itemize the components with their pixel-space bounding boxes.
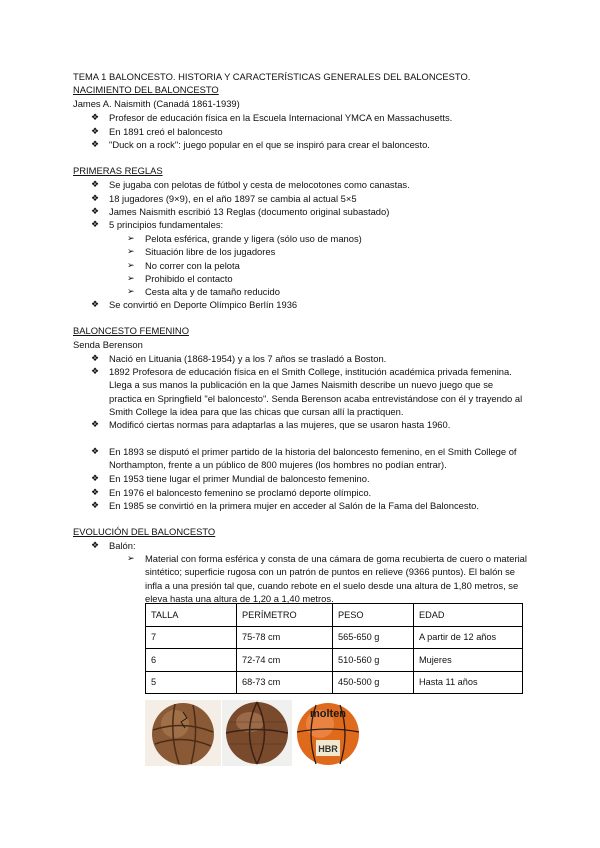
bullet-item: "Duck on a rock": juego popular en el que se inspiró para crear el baloncesto.	[109, 139, 430, 150]
diamond-bullet-icon: ❖	[91, 219, 100, 229]
table-cell: 75-78 cm	[237, 626, 333, 649]
bullet-item: Se jugaba con pelotas de fútbol y cesta de melocotones como canastas.	[109, 179, 410, 190]
bullet-item: 1892 Profesora de educación física en el Smith College, institución académica privada femenina. Llega a sus manos la publicación en la que James Naismith describe un nuevo juego que se practica en Springfield "el baloncesto". Senda Berenson acaba entrevistándose con él y trayendo al Smith College la idea para que las chicas que cursan allí la practiquen.	[109, 366, 523, 417]
section-heading-reglas: PRIMERAS REGLAS	[73, 165, 163, 176]
principle-item: Pelota esférica, grande y ligera (sólo uso de manos)	[145, 233, 362, 244]
bullet-item: Balón:	[109, 540, 136, 551]
diamond-bullet-icon: ❖	[91, 540, 100, 550]
document-title: TEMA 1 BALONCESTO. HISTORIA Y CARACTERÍSTICAS GENERALES DEL BALONCESTO.	[73, 71, 471, 82]
diamond-bullet-icon: ❖	[91, 193, 100, 203]
table-cell: 6	[146, 649, 237, 672]
diamond-bullet-icon: ❖	[91, 353, 100, 363]
brown-leather-ball-photo	[222, 700, 292, 766]
bullet-item: En 1891 creó el baloncesto	[109, 126, 223, 137]
diamond-bullet-icon: ❖	[91, 206, 100, 216]
table-header-cell: PESO	[333, 604, 414, 627]
table-cell: Hasta 11 años	[414, 671, 523, 694]
table-header-row	[146, 604, 523, 627]
diamond-bullet-icon: ❖	[91, 179, 100, 189]
bullet-item: Profesor de educación física en la Escuela Internacional YMCA en Massachusetts.	[109, 112, 453, 123]
table-cell: 5	[146, 671, 237, 694]
bullet-item: En 1985 se convirtió en la primera mujer en acceder al Salón de la Fama del Baloncesto.	[109, 500, 479, 511]
ball-brand-label: molten	[309, 708, 347, 720]
principle-item: Cesta alta y de tamaño reducido	[145, 286, 280, 297]
diamond-bullet-icon: ❖	[91, 139, 100, 149]
ball-size-table	[145, 603, 523, 694]
ball-model-label: HBR	[318, 744, 338, 754]
bullet-item: Se convirtió en Deporte Olímpico Berlín 1936	[109, 299, 298, 310]
bullet-item: En 1976 el baloncesto femenino se proclamó deporte olímpico.	[109, 487, 372, 498]
diamond-bullet-icon: ❖	[91, 446, 100, 456]
table-header-cell: PERÍMETRO	[237, 604, 333, 627]
bullet-item: Nació en Lituania (1868-1954) y a los 7 años se trasladó a Boston.	[109, 353, 387, 364]
person-berenson: Senda Berenson	[73, 339, 143, 350]
molten-modern-ball-photo	[294, 700, 362, 766]
bullet-item: En 1953 tiene lugar el primer Mundial de baloncesto femenino.	[109, 473, 370, 484]
arrow-bullet-icon: ➢	[127, 233, 135, 243]
bullet-item: Modificó ciertas normas para adaptarlas a las mujeres, que se usaron hasta 1960.	[109, 419, 451, 430]
diamond-bullet-icon: ❖	[91, 500, 100, 510]
diamond-bullet-icon: ❖	[91, 126, 100, 136]
table-row	[146, 671, 523, 694]
table-cell: 72-74 cm	[237, 649, 333, 672]
arrow-bullet-icon: ➢	[127, 286, 135, 296]
section-heading-evolucion: EVOLUCIÓN DEL BALONCESTO	[73, 526, 216, 537]
arrow-bullet-icon: ➢	[127, 273, 135, 283]
diamond-bullet-icon: ❖	[91, 112, 100, 122]
section-heading-femenino: BALONCESTO FEMENINO	[73, 325, 189, 336]
table-cell: 510-560 g	[333, 649, 414, 672]
person-naismith: James A. Naismith (Canadá 1861-1939)	[73, 98, 240, 109]
table-header-cell: TALLA	[146, 604, 237, 627]
diamond-bullet-icon: ❖	[91, 299, 100, 309]
table-cell: 565-650 g	[333, 626, 414, 649]
arrow-bullet-icon: ➢	[127, 553, 135, 563]
table-cell: A partir de 12 años	[414, 626, 523, 649]
diamond-bullet-icon: ❖	[91, 473, 100, 483]
vintage-leather-ball-photo	[145, 700, 221, 766]
table-cell: 7	[146, 626, 237, 649]
table-cell: Mujeres	[414, 649, 523, 672]
bullet-item: En 1893 se disputó el primer partido de la historia del baloncesto femenino, en el Smith College of Northampton, frente a un público de 800 mujeres (los hombres no podían entrar).	[109, 446, 517, 471]
diamond-bullet-icon: ❖	[91, 487, 100, 497]
arrow-bullet-icon: ➢	[127, 260, 135, 270]
bullet-item: 18 jugadores (9×9), en el año 1897 se cambia al actual 5×5	[109, 193, 357, 204]
table-row	[146, 626, 523, 649]
bullet-item: James Naismith escribió 13 Reglas (documento original subastado)	[109, 206, 390, 217]
principle-item: No correr con la pelota	[145, 260, 240, 271]
ball-description: Material con forma esférica y consta de una cámara de goma recubierta de cuero o material sintético; superficie rugosa con un patrón de puntos en relieve (9366 puntos). El balón se infla a una presión tal que, cuando rebote en el suelo desde una altura de 1,80 metros, se eleva hasta una altura de 1,20 a 1,40 metros.	[145, 553, 527, 604]
diamond-bullet-icon: ❖	[91, 366, 100, 376]
table-cell: 450-500 g	[333, 671, 414, 694]
table-row	[146, 649, 523, 672]
table-cell: 68-73 cm	[237, 671, 333, 694]
table-header-cell: EDAD	[414, 604, 523, 627]
principle-item: Prohibido el contacto	[145, 273, 233, 284]
arrow-bullet-icon: ➢	[127, 246, 135, 256]
diamond-bullet-icon: ❖	[91, 419, 100, 429]
bullet-item: 5 principios fundamentales:	[109, 219, 224, 230]
principle-item: Situación libre de los jugadores	[145, 246, 276, 257]
section-heading-nacimiento: NACIMIENTO DEL BALONCESTO	[73, 84, 219, 95]
